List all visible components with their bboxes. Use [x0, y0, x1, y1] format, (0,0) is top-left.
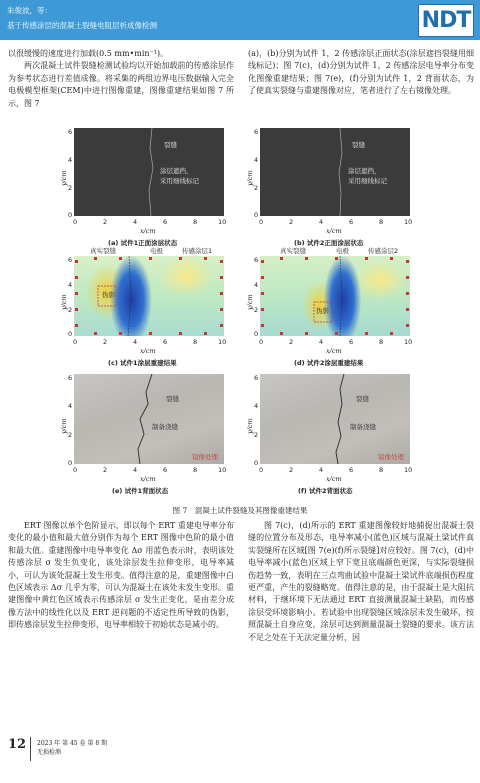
journal-header	[0, 0, 480, 40]
panel-caption: (f) 试件2背面状态	[298, 487, 353, 495]
paragraph: 图 7(c)，(d)所示的 ERT 重建图像较好地捕捉出混凝土裂缝的位置分布及形态，电导率减小(蓝色)区域与混凝土梁试件真实裂缝所在区域[图 7(e)(f)所示裂缝]对应较好。图 7(c)，(d)中电导率减小(蓝色)区域上窄下宽且底端颜色更深，与实际裂缝损伤趋势一致，表明在三点弯曲试验中混凝土梁试件底端损伤程度更严重，产生的裂缝略宽。值得注意的是，由于混凝土是大阻抗材料，于继环境下无法通过 ERT 直接测量混凝土缺陷，而传感涂层受环境影响小。若试验中出现裂缝区域涂层未发生破坏，按照混凝土自身应变，涂层可达到测量混凝土裂缝的要求。该方法不足之处在于无法定量分析，因	[248, 521, 474, 642]
cast-seam-label: 制备浇缝	[152, 423, 178, 431]
journal-issue: 2023 年 第 45 卷 第 8 期	[37, 740, 108, 747]
x-tick: 0	[259, 338, 264, 346]
panel-d	[246, 246, 416, 371]
y-axis-label: y/cm	[60, 294, 68, 310]
x-tick: 2	[289, 466, 294, 474]
x-tick: 2	[103, 218, 108, 226]
panel-caption: (d) 试件2涂层重建结果	[294, 359, 364, 367]
x-tick: 4	[319, 338, 324, 346]
y-tick: 6	[68, 256, 73, 264]
x-tick: 2	[289, 338, 294, 346]
x-tick: 10	[218, 466, 227, 474]
y-tick: 6	[254, 256, 259, 264]
crack-line	[260, 128, 410, 216]
x-tick: 8	[379, 466, 384, 474]
panel-e	[60, 374, 230, 499]
panel-d-heatmap	[260, 256, 410, 336]
page-number: 12	[8, 737, 27, 752]
y-axis-label: y/cm	[60, 418, 68, 434]
panel-f	[246, 374, 416, 499]
x-tick: 8	[379, 338, 384, 346]
x-tick: 2	[103, 338, 108, 346]
body-text-top-right	[248, 48, 474, 98]
figure-caption: 图 7 混凝土试件裂缝及其图像重建结果	[172, 506, 308, 515]
paragraph: 以很缓慢的速度进行加载(0.5 mm•min⁻¹)。	[8, 49, 169, 58]
x-tick: 4	[133, 218, 138, 226]
panel-caption: (e) 试件1背面状态	[112, 487, 169, 495]
body-text-top-left	[8, 48, 234, 110]
panel-b-image	[260, 128, 410, 216]
mirror-label: 镜像处理	[378, 453, 404, 461]
y-tick: 0	[254, 211, 259, 219]
body-text-bottom-right	[248, 520, 474, 644]
y-axis-label: y/cm	[246, 418, 254, 434]
coating-label: 传感涂层2	[368, 247, 399, 255]
x-axis-label: x/cm	[326, 347, 342, 355]
x-tick: 0	[73, 466, 78, 474]
crack-label: 裂缝	[164, 141, 177, 149]
journal-name: 无损检测	[37, 749, 62, 756]
crack-label: 裂缝	[166, 395, 179, 403]
x-tick: 6	[163, 218, 168, 226]
crack-line	[74, 128, 224, 216]
y-tick: 2	[68, 306, 73, 314]
y-tick: 0	[68, 459, 73, 467]
x-tick: 2	[289, 218, 294, 226]
y-axis-label: y/cm	[60, 170, 68, 186]
journal-info	[37, 739, 107, 757]
x-tick: 10	[404, 338, 413, 346]
panel-caption: (a) 试件1正面涂层状态	[108, 239, 178, 247]
electrode-markers	[260, 256, 410, 336]
x-tick: 6	[163, 466, 168, 474]
x-tick: 6	[349, 218, 354, 226]
crack-line	[260, 374, 410, 464]
y-tick: 4	[254, 402, 259, 410]
panel-c-heatmap	[74, 256, 224, 336]
y-axis-label: y/cm	[246, 170, 254, 186]
footer-divider	[30, 737, 31, 761]
figure-7	[0, 118, 480, 503]
body-text-bottom-left	[8, 520, 234, 632]
y-tick: 0	[68, 211, 73, 219]
x-tick: 8	[193, 466, 198, 474]
x-tick: 10	[404, 218, 413, 226]
crack-line	[74, 374, 224, 464]
y-tick: 4	[68, 156, 73, 164]
x-tick: 0	[259, 218, 264, 226]
y-tick: 2	[68, 431, 73, 439]
x-tick: 8	[379, 218, 384, 226]
x-tick: 0	[259, 466, 264, 474]
y-tick: 4	[254, 281, 259, 289]
x-axis-label: x/cm	[326, 475, 342, 483]
panel-b	[246, 128, 416, 248]
electrode-label: 电极	[150, 247, 163, 255]
y-tick: 2	[254, 306, 259, 314]
y-tick: 0	[254, 330, 259, 338]
header-title: 基于传感涂层的混凝土裂缝电阻层析成像检测	[7, 21, 157, 30]
logo-text: NDT	[421, 8, 471, 33]
y-tick: 2	[254, 431, 259, 439]
electrode-markers	[74, 256, 224, 336]
header-authors: 朱俊波，等：	[7, 6, 52, 15]
electrode-label: 电极	[336, 247, 349, 255]
x-tick: 10	[218, 218, 227, 226]
panel-c	[60, 246, 230, 371]
x-tick: 0	[73, 218, 78, 226]
y-tick: 4	[68, 402, 73, 410]
x-tick: 8	[193, 218, 198, 226]
x-tick: 4	[319, 218, 324, 226]
paragraph: 两次混凝土试件裂缝检测试验均以开始加载前的传感涂层作为参考状态进行差值成像。将采集的两组边界电压数据输入完全电极模型框架(CEM)中进行图像重建，图像重建结果如图 7 所示，图 7	[8, 61, 234, 108]
panel-a	[60, 128, 230, 248]
coating-label: 传感涂层1	[182, 247, 213, 255]
y-tick: 4	[68, 281, 73, 289]
panel-f-photo	[260, 374, 410, 464]
note-line2: 采用细线标记	[160, 177, 199, 185]
y-tick: 6	[68, 374, 73, 382]
x-axis-label: x/cm	[140, 227, 156, 235]
y-tick: 2	[254, 184, 259, 192]
x-tick: 6	[349, 338, 354, 346]
x-tick: 4	[133, 466, 138, 474]
paragraph: (a)，(b)分别为试件 1，2 传感涂层正面状态(涂层遮挡裂缝用细线标记)；图 7(c)，(d)分别为试件 1，2 传感涂层电导率分布变化图像重建结果；图 7(e)，(f)分别为试件 1，2 背面状态，为了使真实裂缝与重建图像对应，笔者进行了左右镜像处理。	[248, 49, 474, 96]
real-crack-label: 真实裂缝	[90, 247, 116, 255]
note-line2: 采用细线标记	[348, 177, 387, 185]
x-tick: 4	[319, 466, 324, 474]
panel-caption: (b) 试件2正面涂层状态	[294, 239, 364, 247]
x-tick: 10	[218, 338, 227, 346]
y-axis-label: y/cm	[246, 294, 254, 310]
y-tick: 0	[254, 459, 259, 467]
y-tick: 6	[254, 128, 259, 136]
x-axis-label: x/cm	[140, 475, 156, 483]
x-axis-label: x/cm	[326, 227, 342, 235]
panel-e-photo	[74, 374, 224, 464]
y-tick: 6	[68, 128, 73, 136]
x-tick: 8	[193, 338, 198, 346]
x-axis-label: x/cm	[140, 347, 156, 355]
x-tick: 6	[349, 466, 354, 474]
artifact-label: 伪影	[102, 291, 115, 299]
panel-caption: (c) 试件1涂层重建结果	[108, 359, 177, 367]
paragraph: ERT 图像以单个色阶显示，即以每个 ERT 重建电导率分布变化的最小值和最大值分别作为每个 ERT 图像中色阶的最小值和最大值。重建图像中电导率变化 Δσ 用蓝色表示时，表明该处传感涂层 σ 发生负变化，该处涂层发生拉伸变形，电导率减小，可认为该处混凝土发生形变。值得注意的是，重建图像中白色区域表示 Δσ 几乎为零，可认为混凝土在该处未发生变形。重建图像中黄红色区域表示传感涂层 σ 发生正变化，是由差分成像方法中的线性化以及 ERT 逆问题的不适定性所导致的伪影，即传感涂层发生拉伸变形，电导率相较于初始状态是减小的。	[8, 521, 234, 630]
x-tick: 2	[103, 466, 108, 474]
real-crack-label: 真实裂缝	[280, 247, 306, 255]
x-tick: 4	[133, 338, 138, 346]
cast-seam-label: 制备浇缝	[350, 423, 376, 431]
mirror-label: 镜像处理	[192, 453, 218, 461]
note-line1: 涂层遮挡，	[348, 167, 381, 175]
crack-label: 裂缝	[356, 395, 369, 403]
artifact-label: 伪影	[316, 307, 329, 315]
note-line1: 涂层遮挡，	[160, 167, 193, 175]
y-tick: 2	[68, 184, 73, 192]
panel-a-image	[74, 128, 224, 216]
y-tick: 4	[254, 156, 259, 164]
y-tick: 0	[68, 330, 73, 338]
x-tick: 6	[163, 338, 168, 346]
x-tick: 0	[73, 338, 78, 346]
y-tick: 6	[254, 374, 259, 382]
x-tick: 10	[404, 466, 413, 474]
ndt-logo	[418, 4, 474, 37]
crack-label: 裂缝	[352, 141, 365, 149]
